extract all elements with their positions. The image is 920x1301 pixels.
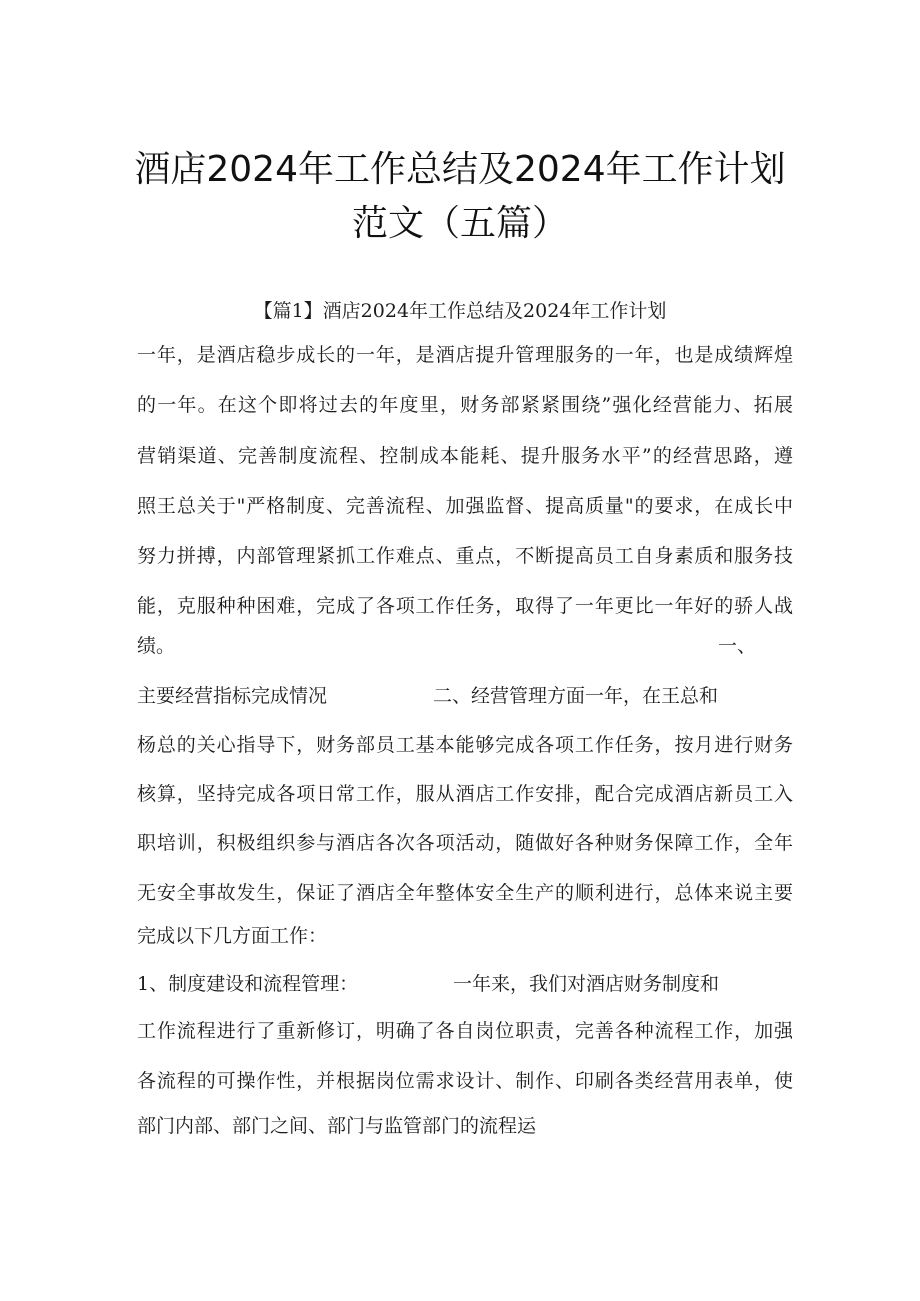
body-line: 主要经营指标完成情况 (137, 685, 328, 707)
body-line: 部门内部、部门之间、部门与监管部门的流程运 (137, 1115, 537, 1137)
body-line: 完成以下几方面工作： (137, 925, 328, 947)
document-title-line-1: 酒店2024年工作总结及2024年工作计划 (134, 149, 786, 190)
body-line: 工作流程进行了重新修订，明确了各自岗位职责，完善各种流程工作，加强 (137, 1020, 793, 1042)
body-line: 照王总关于"严格制度、完善流程、加强监督、提高质量"的要求，在成长中 (137, 495, 793, 517)
section-heading: 【篇1】酒店2024年工作总结及2024年工作计划 (253, 300, 667, 322)
body-line: 职培训，积极组织参与酒店各次各项活动，随做好各种财务保障工作，全年 (137, 832, 793, 854)
body-line: 能，克服种种困难，完成了各项工作任务，取得了一年更比一年好的骄人战 (137, 595, 793, 617)
body-line: 杨总的关心指导下，财务部员工基本能够完成各项工作任务，按月进行财务 (137, 734, 793, 756)
body-line: 努力拼搏，内部管理紧抓工作难点、重点，不断提高员工自身素质和服务技 (137, 545, 793, 567)
body-line: 的一年。在这个即将过去的年度里，财务部紧紧围绕”强化经营能力、拓展 (137, 394, 793, 416)
body-line-fragment: 一年来，我们对酒店财务制度和 (453, 973, 720, 995)
body-line: 一年，是酒店稳步成长的一年，是酒店提升管理服务的一年，也是成绩辉煌 (137, 344, 793, 366)
body-line-fragment: 一、 (718, 635, 757, 657)
body-line: 营销渠道、完善制度流程、控制成本能耗、提升服务水平”的经营思路，遵 (137, 445, 793, 467)
document-title-line-2: 范文（五篇） (351, 203, 568, 244)
body-line: 各流程的可操作性，并根据岗位需求设计、制作、印刷各类经营用表单，使 (137, 1070, 793, 1092)
body-line: 绩。 (137, 635, 176, 657)
body-line: 无安全事故发生，保证了酒店全年整体安全生产的顺利进行，总体来说主要 (137, 882, 793, 904)
body-line: 1、制度建设和流程管理： (137, 973, 359, 995)
body-line-fragment: 二、经营管理方面一年，在王总和 (433, 685, 719, 707)
body-line: 核算，坚持完成各项日常工作，服从酒店工作安排，配合完成酒店新员工入 (137, 783, 793, 805)
